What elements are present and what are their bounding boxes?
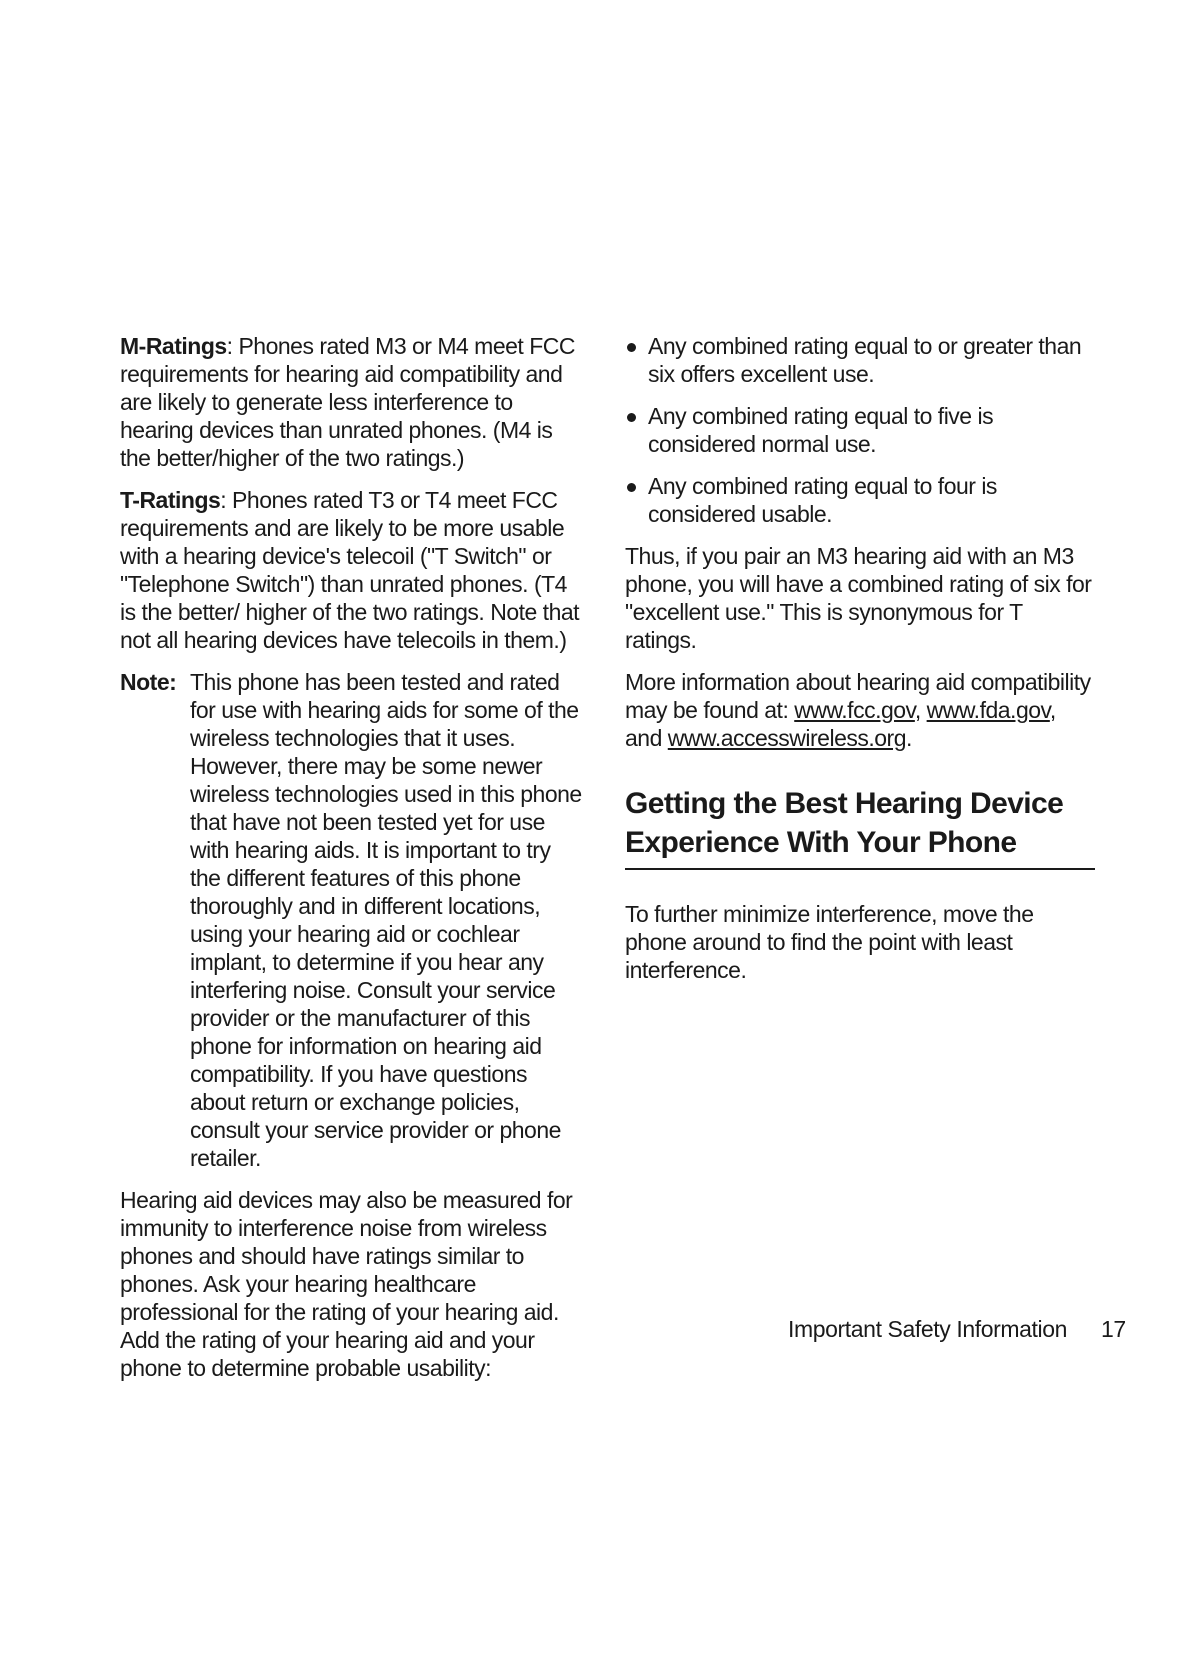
more-info-prefix: More information about hearing aid compatibility may be found at: — [625, 669, 1091, 723]
page-number: 17 — [1101, 1316, 1126, 1342]
note-label: Note: — [120, 669, 177, 695]
right-column — [625, 332, 1095, 998]
footer-section-title: Important Safety Information — [788, 1316, 1067, 1342]
list-item — [625, 472, 1095, 528]
bullet-icon — [627, 483, 636, 492]
bullet-text: Any combined rating equal to or greater than six offers excellent use. — [648, 333, 1082, 387]
m-ratings-text: : Phones rated M3 or M4 meet FCC requirements for hearing aid compatibility and are likely to generate less interference to hearing devices than unrated phones. (M4 is the better/higher of the two ratings.) — [120, 333, 575, 471]
closing-paragraph: Hearing aid devices may also be measured for immunity to interference noise from wireless phones and should have ratings similar to phones. Ask your hearing healthcare professional for the rating of your hearing aid. Add the rating of your hearing aid and your phone to determine probable usability: — [120, 1187, 573, 1381]
bullet-icon — [627, 413, 636, 422]
m-ratings-term: M-Ratings — [120, 333, 227, 359]
bullet-icon — [627, 343, 636, 352]
section-body-paragraph: To further minimize interference, move the phone around to find the point with least interference. — [625, 901, 1034, 983]
example-paragraph: Thus, if you pair an M3 hearing aid with an M3 phone, you will have a combined rating of six for "excellent use." This is synonymous for T ratings. — [625, 543, 1092, 653]
t-ratings-paragraph — [120, 486, 586, 654]
list-item — [625, 332, 1095, 388]
rating-bullet-list — [625, 332, 1095, 528]
period: . — [906, 725, 912, 751]
note-block — [120, 668, 586, 1172]
list-item — [625, 402, 1095, 458]
t-ratings-text: : Phones rated T3 or T4 meet FCC requirements and are likely to be more usable with a hearing device's telecoil ("T Switch" or "Telephone Switch") than unrated phones. (T4 is the better/ higher of the two ratings. Note that not all hearing devices have telecoils in them.) — [120, 487, 580, 653]
note-text: This phone has been tested and rated for use with hearing aids for some of the wireless technologies that it uses. However, there may be some newer wireless technologies used in this phone that have not been tested yet for use with hearing aids. It is important to try the different features of this phone thoroughly and in different locations, using your hearing aid or cochlear implant, to determine if you hear any interfering noise. Consult your service provider or the manufacturer of this phone for information on hearing aid compatibility. If you have questions about return or exchange policies, consult your service provider or phone retailer. — [190, 669, 582, 1171]
accesswireless-link[interactable]: www.accesswireless.org — [667, 725, 907, 751]
t-ratings-term: T-Ratings — [120, 487, 221, 513]
section-heading: Getting the Best Hearing Device Experience With Your Phone — [625, 784, 1095, 870]
more-info-paragraph — [625, 668, 1095, 752]
separator: , and — [625, 697, 1056, 751]
bullet-text: Any combined rating equal to four is considered usable. — [648, 473, 997, 527]
m-ratings-paragraph — [120, 332, 586, 472]
fda-link[interactable]: www.fda.gov — [926, 697, 1050, 723]
fcc-link[interactable]: www.fcc.gov — [794, 697, 915, 723]
separator: , — [914, 697, 927, 723]
page-footer — [788, 1315, 1126, 1343]
bullet-text: Any combined rating equal to five is considered normal use. — [648, 403, 994, 457]
left-column — [120, 332, 586, 1396]
